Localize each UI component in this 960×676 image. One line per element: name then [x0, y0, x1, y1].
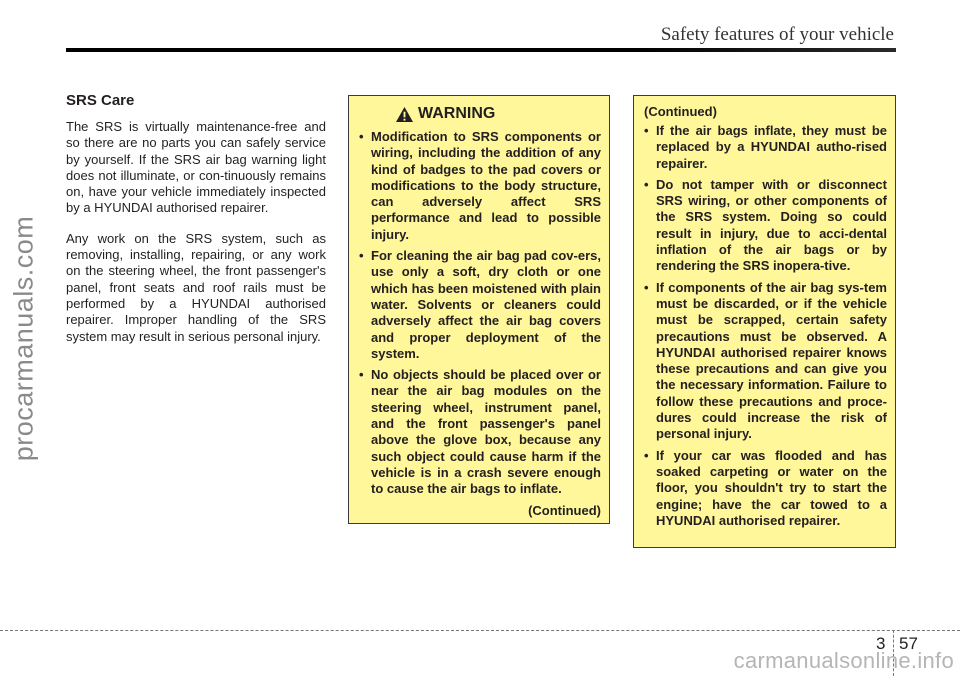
chapter-number: 3: [876, 634, 886, 653]
continued-label: (Continued): [528, 502, 601, 518]
footer-watermark: carmanualsonline.info: [733, 648, 954, 673]
warning-item: • Do not tamper with or disconnect SRS wiring, or other components of the SRS system. Doing so could result in injury, due to acci-dental inflation of the air bags or by rendering the SRS inopera-tive.: [644, 177, 887, 275]
warning-item: • If the air bags inflate, they must be replaced by a HYUNDAI autho-rised repairer.: [644, 123, 887, 172]
footer-rule: [0, 630, 960, 631]
srs-care-section: [66, 92, 326, 359]
warning-heading: [395, 105, 601, 123]
body-paragraph: The SRS is virtually maintenance-free and so there are no parts you can safely service by yourself. If the SRS air bag warning light does not illuminate, or con-tinuously remains on, have your vehicle immediately inspected by a HYUNDAI authorised repairer.: [66, 119, 326, 216]
warning-list: [644, 123, 887, 529]
warning-item: • If your car was flooded and has soaked carpeting or water on the floor, you shouldn't try to start the engine; have the car towed to a HYUNDAI authorised repairer.: [644, 448, 887, 529]
warning-item: • Modification to SRS components or wiring, including the addition of any kind of badges to the pad covers or modifications to the body structure, can adversely affect SRS performance and lead to possible injury.: [359, 129, 601, 243]
section-title: SRS Care: [66, 92, 135, 109]
body-paragraph: Any work on the SRS system, such as removing, installing, repairing, or any work on the steering wheel, the front passenger's panel, front seats and roof rails must be performed by a HYUNDAI authorised repairer. Improper handling of the SRS system may result in serious personal injury.: [66, 230, 326, 344]
warning-item: • If components of the air bag sys-tem must be discarded, or if the vehicle must be scrapped, certain safety precautions must be observed. A HYUNDAI authorised repairer knows these precautions and can give you the necessary information. Failure to follow these precautions and proce-dures could increase the risk of personal injury.: [644, 280, 887, 443]
page-number: 57: [899, 634, 918, 653]
header-rule: [66, 48, 896, 52]
warning-list: [359, 129, 601, 498]
warning-heading-text: WARNING: [418, 105, 496, 122]
warning-continued-box: [633, 95, 896, 548]
warning-triangle-icon: [395, 106, 414, 123]
warning-box: [348, 95, 610, 524]
continued-heading: (Continued): [644, 104, 717, 119]
side-watermark: [2, 0, 46, 676]
page-header-title: Safety features of your vehicle: [660, 24, 894, 45]
side-watermark-text: procarmanuals.com: [8, 215, 39, 461]
warning-item: • No objects should be placed over or near the air bag modules on the steering wheel, instrument panel, and the front passenger's panel above the glove box, because any such object could cause harm if the vehicle is in a crash severe enough to cause the air bags to inflate.: [359, 367, 601, 497]
warning-item: • For cleaning the air bag pad cov-ers, use only a soft, dry cloth or one which has been moistened with plain water. Solvents or cleaners could adversely affect the air bag covers and proper deployment of the system.: [359, 248, 601, 362]
